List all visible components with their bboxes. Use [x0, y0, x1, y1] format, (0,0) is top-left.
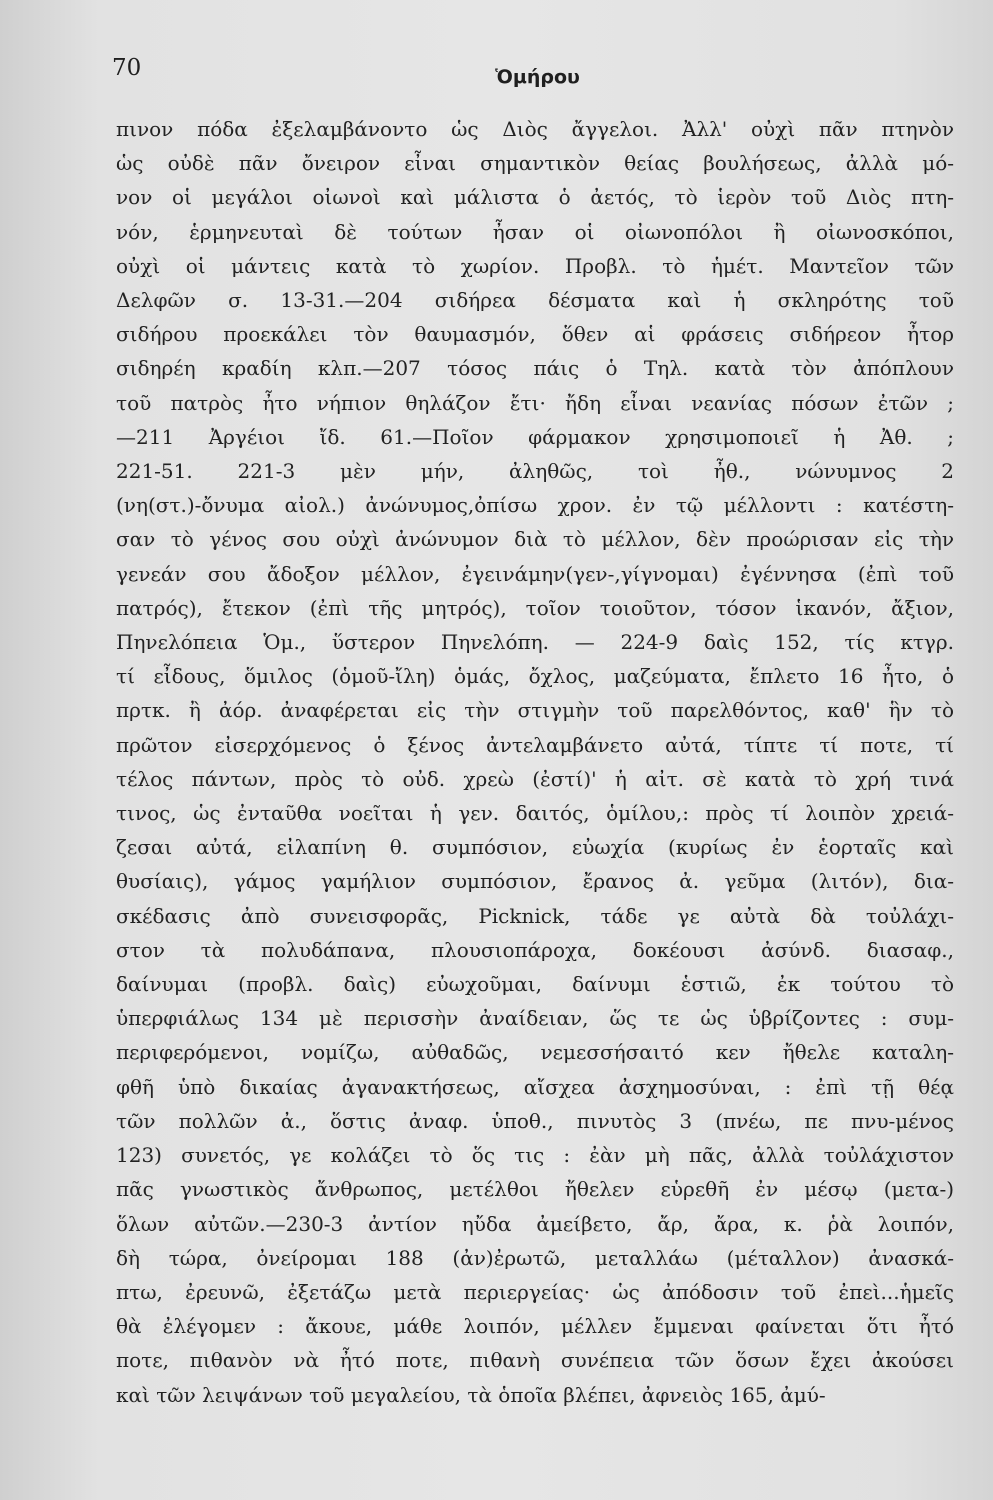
text-line: οὐχὶ οἱ μάντεις κατὰ τὸ χωρίον. Προβλ. τὸ ἡμέτ. Μαντεῖον τῶν — [116, 253, 954, 278]
text-line: τοῦ πατρὸς ἦτο νήπιον θηλάζον ἔτι· ἤδη εἶναι νεανίας πόσων ἐτῶν ; — [116, 390, 954, 415]
text-line: θὰ ἐλέγομεν : ἄκουε, μάθε λοιπόν, μέλλεν ἔμμεναι φαίνεται ὅτι ἦτό — [116, 1314, 954, 1339]
text-line: σκέδασις ἀπὸ συνεισφορᾶς, Picknick, τάδε γε αὐτὰ δὰ τοὐλάχι- — [116, 903, 954, 928]
text-line: τί εἶδους, ὅμιλος (ὁμοῦ-ἴλη) ὁμάς, ὄχλος, μαζεύματα, ἔπλετο 16 ἦτο, ὁ — [116, 664, 954, 689]
text-line: πτω, ἐρευνῶ, ἐξετάζω μετὰ περιεργείας· ὡς ἀπόδοσιν τοῦ ἐπεὶ...ἡμεῖς — [116, 1279, 954, 1304]
text-line: νον οἱ μεγάλοι οἰωνοὶ καὶ μάλιστα ὁ ἀετός, τὸ ἱερὸν τοῦ Διὸς πτη- — [116, 185, 954, 210]
text-line: τῶν πολλῶν ἀ., ὅστις ἀναφ. ὑποθ., πινυτὸς 3 (πνέω, πε πνυ-μένος — [116, 1108, 954, 1133]
text-line: τινος, ὡς ἐνταῦθα νοεῖται ἡ γεν. δαιτός, ὁμίλου,: πρὸς τί λοιπὸν χρειά- — [116, 801, 954, 826]
text-line: πατρός), ἔτεκον (ἐπὶ τῆς μητρός), τοῖον τοιοῦτον, τόσον ἱκανόν, ἄξιον, — [116, 595, 954, 620]
text-line: σιδηρέη κραδίη κλπ.—207 τόσος πάις ὁ Τηλ. κατὰ τὸν ἀπόπλουν — [116, 356, 954, 381]
text-line: σιδήρου προεκάλει τὸν θαυμασμόν, ὅθεν αἱ φράσεις σιδήρεον ἦτορ — [116, 322, 954, 347]
text-line: 221-51. 221-3 μὲν μήν, ἀληθῶς, τοὶ ἦθ., νώνυμνος 2 — [116, 459, 954, 484]
text-line: πρῶτον εἰσερχόμενος ὁ ξένος ἀντελαμβάνετο αὐτά, τίπτε τί ποτε, τί — [116, 732, 954, 757]
text-line: Πηνελόπεια Ὁμ., ὕστερον Πηνελόπη. — 224-9 δαὶς 152, τίς κτγρ. — [116, 630, 954, 655]
commentary-text — [116, 112, 954, 1412]
text-line: (νη(στ.)-ὄνυμα αἰολ.) ἀνώνυμος,ὀπίσω χρον. ἐν τῷ μέλλοντι : κατέστη- — [116, 493, 954, 518]
text-line: περιφερόμενοι, νομίζω, αὐθαδῶς, νεμεσσήσαιτό κεν ἤθελε καταλη- — [116, 1040, 954, 1065]
text-line: καὶ τῶν λειψάνων τοῦ μεγαλείου, τὰ ὁποῖα βλέπει, ἀφνειὸς 165, ἀμύ- — [116, 1382, 826, 1407]
text-line: τέλος πάντων, πρὸς τὸ οὐδ. χρεὼ (ἐστί)' ἡ αἰτ. σὲ κατὰ τὸ χρή τινά — [116, 766, 954, 791]
text-line: φθῆ ὑπὸ δικαίας ἀγανακτήσεως, αἴσχεα ἀσχημοσύναι, : ἐπὶ τῇ θέᾳ — [116, 1074, 954, 1099]
text-line: δὴ τώρα, ὀνείρομαι 188 (ἀν)ἐρωτῶ, μεταλλάω (μέταλλον) ἀνασκά- — [116, 1245, 954, 1270]
text-line: νόν, ἑρμηνευταὶ δὲ τούτων ἦσαν οἱ οἰωνοπόλοι ἢ οἰωνοσκόποι, — [116, 219, 954, 244]
text-line: ὅλων αὐτῶν.—230-3 ἀντίον ηὔδα ἀμείβετο, ἄρ, ἄρα, κ. ῥὰ λοιπόν, — [116, 1211, 954, 1236]
text-line: ποτε, πιθανὸν νὰ ἦτό ποτε, πιθανὴ συνέπεια τῶν ὅσων ἔχει ἀκούσει — [116, 1348, 954, 1373]
page-header — [0, 0, 993, 110]
text-line: ὑπερφιάλως 134 μὲ περισσὴν ἀναίδειαν, ὥς τε ὡς ὑβρίζοντες : συμ- — [116, 1006, 954, 1031]
page-number: 70 — [112, 55, 142, 81]
text-line: ὡς οὐδὲ πᾶν ὄνειρον εἶναι σημαντικὸν θείας βουλήσεως, ἀλλὰ μό- — [116, 151, 954, 176]
text-line: —211 Ἀργέιοι ἴδ. 61.—Ποῖον φάρμακον χρησιμοποιεῖ ἡ Ἀθ. ; — [116, 424, 954, 449]
text-line: πινον πόδα ἐξελαμβάνοντο ὡς Διὸς ἄγγελοι. Ἀλλ' οὐχὶ πᾶν πτηνὸν — [116, 117, 954, 141]
text-line: 123) συνετός, γε κολάζει τὸ ὅς τις : ἐὰν μὴ πᾶς, ἀλλὰ τοὐλάχιστον — [116, 1143, 954, 1168]
text-line: θυσίαις), γάμος γαμήλιον συμπόσιον, ἔρανος ἀ. γεῦμα (λιτόν), δια- — [116, 869, 954, 894]
text-line: δαίνυμαι (προβλ. δαὶς) εὐωχοῦμαι, δαίνυμι ἑστιῶ, ἐκ τούτου τὸ — [116, 972, 954, 997]
text-line: σαν τὸ γένος σου οὐχὶ ἀνώνυμον διὰ τὸ μέλλον, δὲν προώρισαν εἰς τὴν — [116, 527, 954, 552]
text-line: Δελφῶν σ. 13-31.—204 σιδήρεα δέσματα καὶ ἡ σκληρότης τοῦ — [116, 288, 954, 313]
text-line: γενεάν σου ἄδοξον μέλλον, ἐγεινάμην(γεν-,γίγνομαι) ἐγέννησα (ἐπὶ τοῦ — [116, 561, 954, 586]
text-line: ζεσαι αὐτά, εἰλαπίνη θ. συμπόσιον, εὐωχία (κυρίως ἐν ἑορταῖς καὶ — [116, 835, 954, 860]
text-line: στον τὰ πολυδάπανα, πλουσιοπάροχα, δοκέουσι ἀσύνδ. διασαφ., — [116, 937, 954, 962]
running-head: Ὁμήρου — [495, 66, 580, 88]
text-line: πᾶς γνωστικὸς ἄνθρωπος, μετέλθοι ἤθελεν εὑρεθῆ ἐν μέσῳ (μετα-) — [116, 1177, 954, 1202]
text-line: πρτκ. ἢ ἀόρ. ἀναφέρεται εἰς τὴν στιγμὴν τοῦ παρελθόντος, καθ' ἣν τὸ — [116, 698, 954, 723]
